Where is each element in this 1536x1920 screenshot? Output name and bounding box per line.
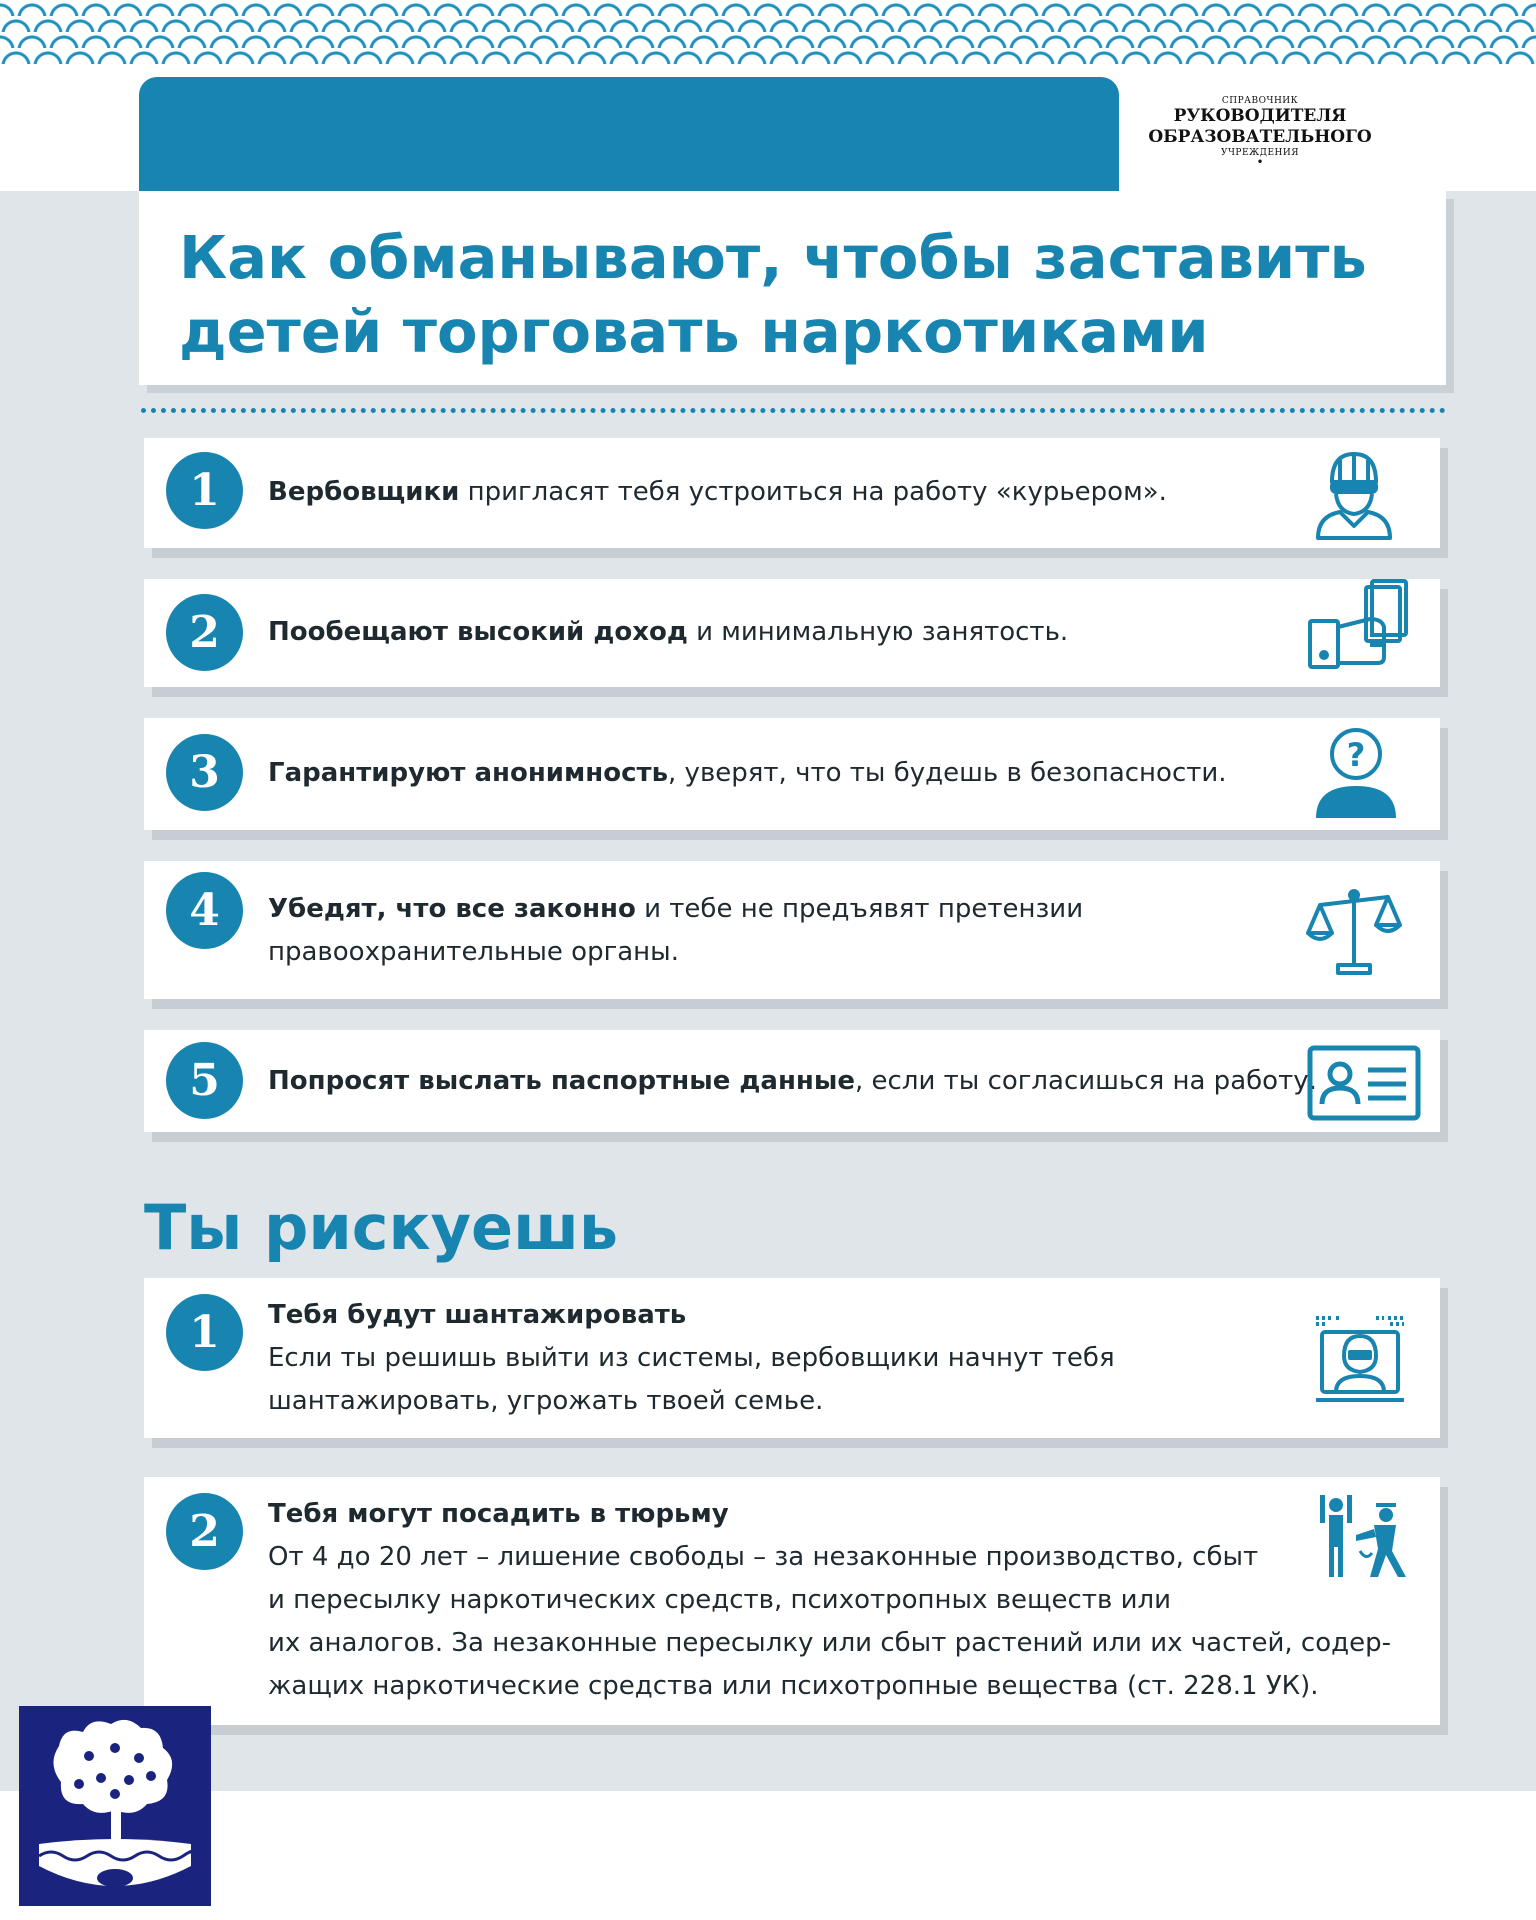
trick-rest-1: и тебе не предъявят претензии [635,894,1084,924]
risk-text [268,1294,1115,1423]
trick-card-5 [144,1030,1440,1132]
trick-rest: и минимальную занятость. [687,617,1069,647]
publisher-line4: УЧРЕЖДЕНИЯ [1220,148,1300,158]
trick-rest: , если ты согласишься на работу. [855,1066,1317,1096]
risk-line: и пересылку наркотических средств, психотропных веществ или [268,1585,1171,1615]
trick-bold: Гарантируют анонимность [268,758,669,788]
publisher-line2: РУКОВОДИТЕЛЯ [1173,106,1347,126]
publisher-logo [1140,96,1380,169]
top-banner [139,77,1119,197]
risk-heading: Тебя могут посадить в тюрьму [268,1499,729,1529]
number-badge: 3 [166,734,243,811]
risk-text [268,1493,1391,1708]
svg-text:?: ? [1346,736,1366,774]
risk-line: шантажировать, угрожать твоей семье. [268,1386,824,1416]
trick-bold: Попросят выслать паспортные данные [268,1066,856,1096]
masked-recruiter-icon [1304,442,1404,542]
trick-rest-2: правоохранительные органы. [268,937,679,967]
trick-text [268,888,1083,974]
trick-text [268,611,1068,654]
arrest-icon [1316,1491,1416,1581]
title-card [139,191,1446,385]
risk-card-2 [144,1477,1440,1725]
trick-bold: Убедят, что все законно [268,894,636,924]
risk-heading: Тебя будут шантажировать [268,1300,687,1330]
trick-card-4 [144,861,1440,999]
number-badge: 5 [166,1042,243,1119]
risk-line: От 4 до 20 лет – лишение свободы – за незаконные производство, сбыт [268,1542,1259,1572]
page-title [179,221,1419,369]
trick-text [268,1060,1317,1103]
number-badge: 2 [166,594,243,671]
title-line2: детей торговать наркотиками [179,297,1209,366]
id-card-icon [1306,1044,1422,1124]
number-badge: 4 [166,872,243,949]
dotted-divider [141,408,1446,413]
trick-card-1 [144,438,1440,548]
money-hand-icon [1300,579,1410,679]
number-badge: 1 [166,452,243,529]
number-badge: 1 [166,1294,243,1371]
hacker-screen-icon [1312,1314,1408,1410]
risks-title: Ты рискуешь [144,1191,619,1264]
number-badge: 2 [166,1493,243,1570]
trick-text [268,471,1167,514]
risk-line: жащих наркотические средства или психотропные вещества (ст. 228.1 УК). [268,1671,1319,1701]
tree-turtle-emblem-icon [19,1706,211,1906]
trick-rest: , уверят, что ты будешь в безопасности. [668,758,1227,788]
anonymous-person-icon [1308,722,1404,822]
scales-icon [1304,881,1404,981]
trick-text [268,752,1227,795]
trick-bold: Вербовщики [268,477,460,507]
publisher-line1: СПРАВОЧНИК [1221,96,1299,106]
publisher-line3: ОБРАЗОВАТЕЛЬНОГО [1148,127,1372,147]
title-line1: Как обманывают, чтобы заставить [179,223,1367,292]
trick-card-2 [144,579,1440,687]
trick-rest: пригласят тебя устроиться на работу «курьером». [459,477,1167,507]
wave-pattern-header [0,0,1536,64]
logo-box [19,1706,211,1906]
trick-bold: Пообещают высокий доход [268,617,688,647]
risk-card-1 [144,1278,1440,1438]
publisher-dot: • [1256,155,1264,169]
risk-line: Если ты решишь выйти из системы, вербовщики начнут тебя [268,1343,1115,1373]
trick-card-3 [144,718,1440,830]
risk-line: их аналогов. За незаконные пересылку или сбыт растений или их частей, содер- [268,1628,1391,1658]
